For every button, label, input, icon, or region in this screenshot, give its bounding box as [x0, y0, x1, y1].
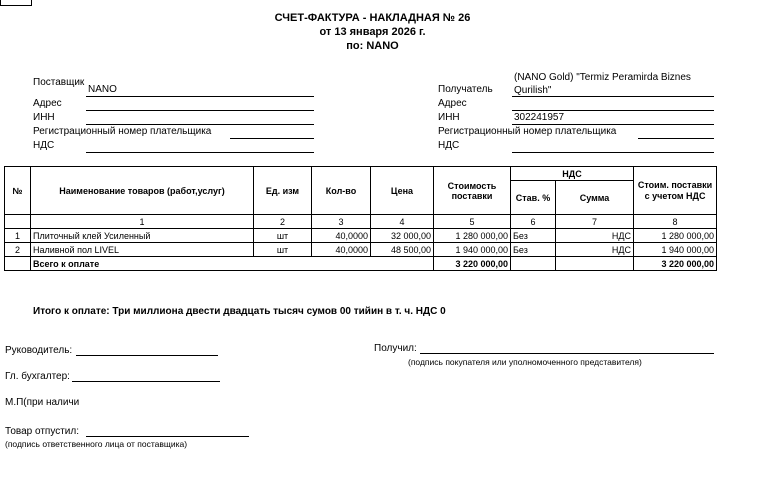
- row-name: Плиточный клей Усиленный: [31, 229, 254, 243]
- row-cost: 1 280 000,00: [434, 229, 511, 243]
- recipient-label: Получатель: [438, 84, 493, 95]
- corner-mark: [0, 0, 32, 6]
- row-vat-rate: Без: [511, 229, 556, 243]
- col-number: 2: [254, 215, 312, 229]
- col-total-header: Стоим. поставки с учетом НДС: [634, 167, 717, 215]
- col-vat-header: НДС: [511, 167, 634, 181]
- items-table: [4, 166, 717, 271]
- col-number: 3: [312, 215, 371, 229]
- supplier-label: Поставщик: [33, 77, 85, 88]
- recipient-address-label: Адрес: [438, 98, 467, 109]
- table-row: [5, 243, 717, 257]
- col-vat-rate-header: Став. %: [511, 181, 556, 215]
- supplier-inn-line: [86, 124, 314, 125]
- col-unit-header: Ед. изм: [254, 167, 312, 215]
- accountant-signature-line: [72, 381, 220, 382]
- recipient-reg-label: Регистрационный номер плательщика: [438, 126, 617, 137]
- director-label: Руководитель:: [5, 345, 73, 356]
- supplier-reg-label: Регистрационный номер плательщика: [33, 126, 212, 137]
- total-cost: 3 220 000,00: [434, 257, 511, 271]
- col-num-header: №: [5, 167, 31, 215]
- row-vat-rate: Без: [511, 243, 556, 257]
- row-qty: 40,0000: [312, 243, 371, 257]
- total-with-vat: 3 220 000,00: [634, 257, 717, 271]
- col-number: 6: [511, 215, 556, 229]
- col-number: 8: [634, 215, 717, 229]
- invoice-date: от 13 января 2026 г.: [319, 26, 426, 38]
- col-number: 1: [31, 215, 254, 229]
- col-number: 7: [556, 215, 634, 229]
- row-name: Наливной пол LIVEL: [31, 243, 254, 257]
- row-unit: шт: [254, 229, 312, 243]
- col-number: 4: [371, 215, 434, 229]
- released-label: Товар отпустил:: [5, 426, 79, 437]
- recipient-inn-line: [512, 124, 714, 125]
- row-num: 1: [5, 229, 31, 243]
- row-num: 2: [5, 243, 31, 257]
- supplier-value: NANO: [88, 84, 117, 95]
- column-number-row: [5, 215, 717, 229]
- row-total: 1 940 000,00: [634, 243, 717, 257]
- accountant-label: Гл. бухгалтер:: [5, 371, 70, 382]
- row-price: 48 500,00: [371, 243, 434, 257]
- released-signature-line: [86, 436, 249, 437]
- row-unit: шт: [254, 243, 312, 257]
- supplier-vat-label: НДС: [33, 140, 55, 151]
- row-qty: 40,0000: [312, 229, 371, 243]
- released-note: (подпись ответственного лица от поставщика): [5, 439, 188, 449]
- recipient-line: [512, 96, 714, 97]
- row-vat-sum: НДС: [556, 243, 634, 257]
- invoice-title: СЧЕТ-ФАКТУРА - НАКЛАДНАЯ № 26: [274, 12, 471, 24]
- supplier-reg-line: [230, 138, 314, 139]
- row-total: 1 280 000,00: [634, 229, 717, 243]
- recipient-address-line: [512, 110, 714, 111]
- supplier-line: [86, 96, 314, 97]
- recipient-inn-label: ИНН: [438, 112, 460, 123]
- recipient-inn-value: 302241957: [514, 112, 565, 123]
- col-vat-sum-header: Сумма: [556, 181, 634, 215]
- recipient-vat-label: НДС: [438, 140, 460, 151]
- supplier-inn-label: ИНН: [33, 112, 55, 123]
- recipient-vat-line: [512, 152, 714, 153]
- row-cost: 1 940 000,00: [434, 243, 511, 257]
- invoice-po: по: NANO: [346, 40, 399, 52]
- col-name-header: Наименование товаров (работ,услуг): [31, 167, 254, 215]
- row-vat-sum: НДС: [556, 229, 634, 243]
- total-row: [5, 257, 717, 271]
- table-header-row: [5, 167, 717, 181]
- recipient-value: (NANO Gold) "Termiz Peramirda Biznes Qurilish": [514, 72, 691, 96]
- col-number: 5: [434, 215, 511, 229]
- received-label: Получил:: [374, 343, 417, 354]
- director-signature-line: [76, 355, 218, 356]
- supplier-address-line: [86, 110, 314, 111]
- supplier-address-label: Адрес: [33, 98, 62, 109]
- stamp-label: М.П(при наличи: [5, 397, 80, 408]
- table-row: [5, 229, 717, 243]
- col-price-header: Цена: [371, 167, 434, 215]
- supplier-vat-line: [86, 152, 314, 153]
- col-cost-header: Стоимость поставки: [434, 167, 511, 215]
- recipient-reg-line: [638, 138, 714, 139]
- received-signature-line: [420, 353, 714, 354]
- amount-in-words: Итого к оплате: Три миллиона двести двадцать тысяч сумов 00 тийин в т. ч. НДС 0: [33, 306, 446, 317]
- row-price: 32 000,00: [371, 229, 434, 243]
- received-note: (подпись покупателя или уполномоченного представителя): [408, 357, 642, 367]
- total-label: Всего к оплате: [31, 257, 434, 271]
- col-qty-header: Кол-во: [312, 167, 371, 215]
